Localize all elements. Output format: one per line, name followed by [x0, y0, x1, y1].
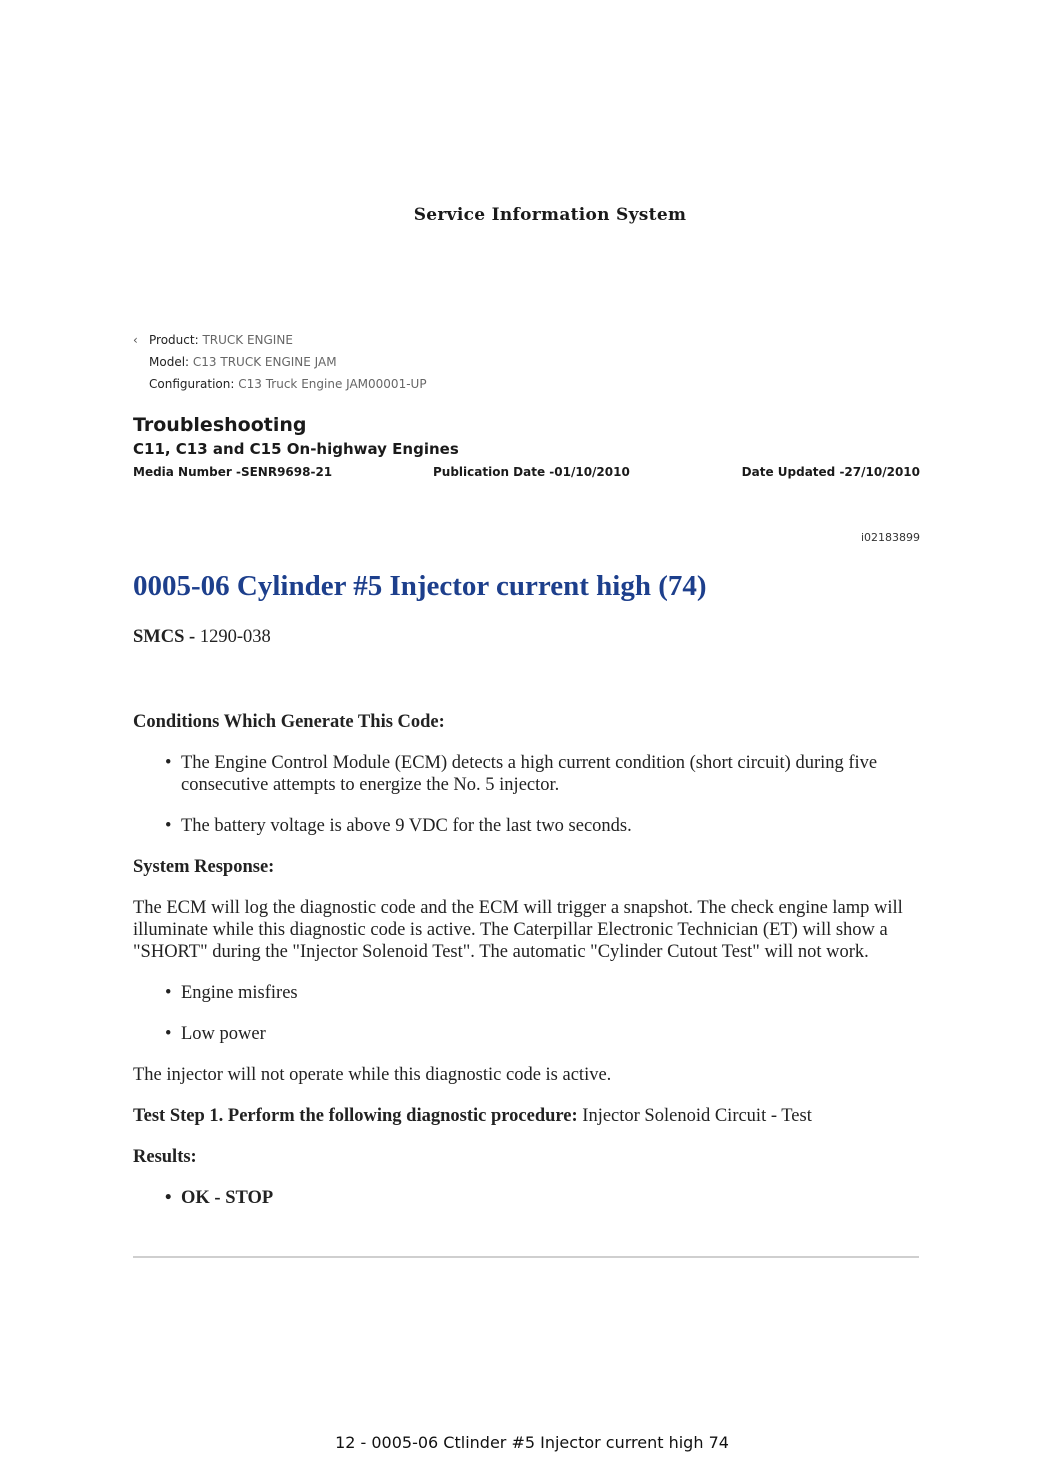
results-list — [133, 1187, 923, 1209]
document-subtitle: C11, C13 and C15 On-highway Engines — [133, 440, 459, 458]
product-label: Product: — [149, 333, 199, 347]
test-step-link[interactable]: Injector Solenoid Circuit - Test — [582, 1106, 812, 1126]
model-value: C13 TRUCK ENGINE JAM — [192, 355, 337, 369]
configuration-label: Configuration: — [149, 377, 235, 391]
section-divider — [133, 1256, 919, 1258]
system-response-text: The ECM will log the diagnostic code and the ECM will trigger a snapshot. The check engine lamp will illuminate while this diagnostic code is active. The Caterpillar Electronic Technician (ET) will show a "SHORT" during the "Injector Solenoid Test". The automatic "Cylinder Cutout Test" will not work. — [133, 898, 903, 962]
product-value: TRUCK ENGINE — [202, 333, 293, 347]
configuration-row — [133, 373, 427, 395]
chevron-left-icon[interactable]: ‹ — [133, 333, 138, 347]
publication-date: Publication Date -01/10/2010 — [433, 465, 630, 479]
conditions-list — [133, 752, 923, 837]
symptoms-list — [133, 982, 923, 1045]
system-response-heading: System Response: — [133, 857, 275, 877]
model-label: Model: — [149, 355, 190, 369]
system-title: Service Information System — [413, 205, 687, 225]
test-step — [133, 1105, 923, 1127]
results-heading: Results: — [133, 1147, 197, 1167]
test-step-label: Test Step 1. Perform the following diagnostic procedure: — [133, 1106, 578, 1126]
date-updated: Date Updated -27/10/2010 — [741, 465, 920, 479]
list-item: • Low power — [181, 1023, 923, 1045]
page-footer: 12 - 0005-06 Ctlinder #5 Injector current high 74 — [335, 1433, 729, 1452]
product-info — [133, 329, 427, 395]
conditions-heading: Conditions Which Generate This Code: — [133, 712, 445, 732]
smcs-value: 1290-038 — [199, 627, 271, 647]
smcs-line — [133, 626, 923, 648]
media-number: Media Number -SENR9698-21 — [133, 465, 333, 479]
document-title: Troubleshooting — [133, 414, 307, 436]
model-row — [133, 351, 427, 373]
smcs-label: SMCS - — [133, 627, 196, 647]
injector-note: The injector will not operate while this diagnostic code is active. — [133, 1065, 612, 1085]
product-row — [133, 329, 427, 351]
article-body — [133, 626, 923, 1209]
list-item: • Engine misfires — [181, 982, 923, 1004]
list-item: • OK - STOP — [181, 1187, 923, 1209]
article-heading: 0005-06 Cylinder #5 Injector current high (74) — [133, 570, 707, 602]
list-item: • The battery voltage is above 9 VDC for the last two seconds. — [181, 815, 923, 837]
configuration-value: C13 Truck Engine JAM00001-UP — [238, 377, 427, 391]
document-id: i02183899 — [860, 531, 920, 544]
list-item: • The Engine Control Module (ECM) detects a high current condition (short circuit) during five consecutive attempts to energize the No. 5 injector. — [181, 752, 923, 796]
